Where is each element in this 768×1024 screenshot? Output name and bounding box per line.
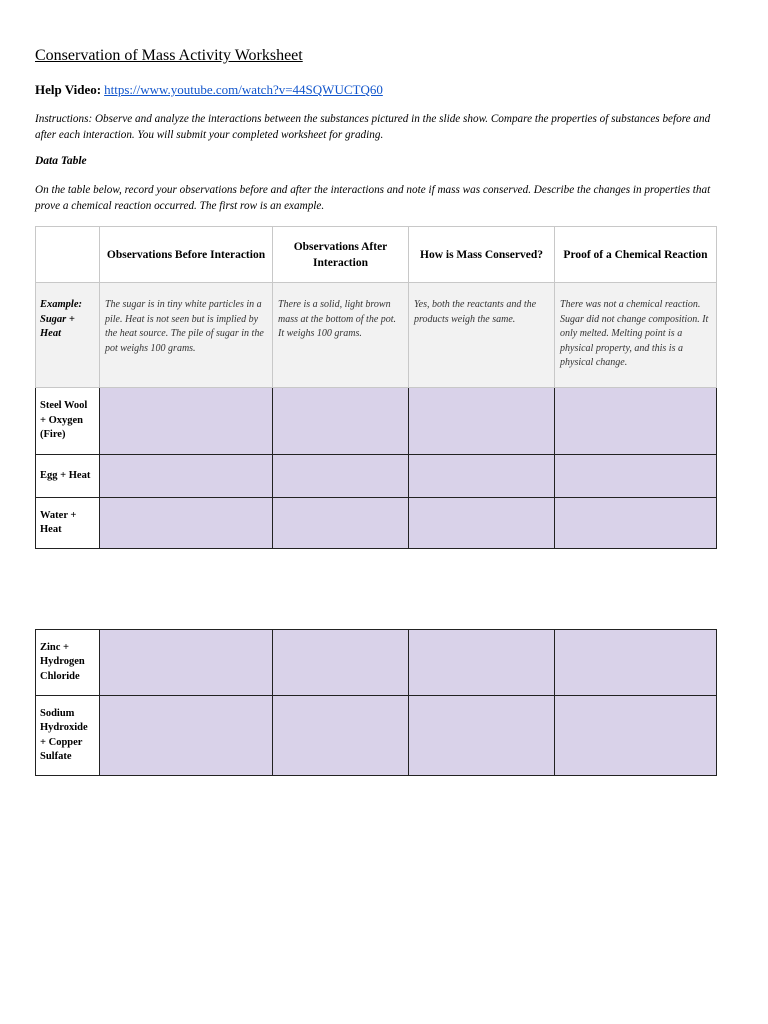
data-table-part-1	[35, 226, 717, 549]
after-input-cell[interactable]	[273, 388, 409, 455]
before-input-cell[interactable]	[100, 455, 273, 498]
table-header-row	[36, 227, 717, 283]
table-row	[36, 455, 717, 498]
row-label: Zinc + Hydrogen Chloride	[36, 630, 100, 696]
help-video-line	[35, 82, 383, 98]
help-video-label: Help Video:	[35, 82, 102, 97]
table-row	[36, 696, 717, 776]
example-after: There is a solid, light brown mass at the bottom of the pot. It weighs 100 grams.	[273, 283, 409, 388]
table-row	[36, 388, 717, 455]
example-label: Example: Sugar + Heat	[36, 283, 100, 388]
after-input-cell[interactable]	[273, 630, 409, 696]
header-empty	[36, 227, 100, 283]
header-proof: Proof of a Chemical Reaction	[555, 227, 717, 283]
mass-input-cell[interactable]	[409, 498, 555, 549]
data-table-part-2	[35, 629, 717, 776]
table-intro-text: On the table below, record your observations before and after the interactions and note if mass was conserved. Describe the changes in properties that prove a chemical reaction occurred. The first row is an example.	[35, 184, 711, 212]
data-table-heading: Data Table	[35, 155, 87, 167]
mass-input-cell[interactable]	[409, 388, 555, 455]
instructions-text: Instructions: Observe and analyze the interactions between the substances pictured in the slide show. Compare the properties of substances before and after each interaction. You will submit your completed worksheet for grading.	[35, 113, 711, 141]
mass-input-cell[interactable]	[409, 696, 555, 776]
table-row	[36, 498, 717, 549]
example-before: The sugar is in tiny white particles in a pile. Heat is not seen but is implied by the heat source. The pile of sugar in the pot weighs 100 grams.	[100, 283, 273, 388]
proof-input-cell[interactable]	[555, 498, 717, 549]
proof-input-cell[interactable]	[555, 388, 717, 455]
before-input-cell[interactable]	[100, 388, 273, 455]
before-input-cell[interactable]	[100, 630, 273, 696]
row-label: Steel Wool + Oxygen (Fire)	[36, 388, 100, 455]
mass-input-cell[interactable]	[409, 630, 555, 696]
after-input-cell[interactable]	[273, 498, 409, 549]
help-video-link[interactable]: https://www.youtube.com/watch?v=44SQWUCTQ60	[104, 82, 383, 97]
header-after: Observations After Interaction	[273, 227, 409, 283]
before-input-cell[interactable]	[100, 696, 273, 776]
worksheet-title: Conservation of Mass Activity Worksheet	[35, 47, 303, 64]
example-proof: There was not a chemical reaction. Sugar did not change composition. It only melted. Melting point is a physical property, and this is a physical change.	[555, 283, 717, 388]
row-label: Sodium Hydroxide + Copper Sulfate	[36, 696, 100, 776]
header-before: Observations Before Interaction	[100, 227, 273, 283]
row-label: Water + Heat	[36, 498, 100, 549]
before-input-cell[interactable]	[100, 498, 273, 549]
header-mass: How is Mass Conserved?	[409, 227, 555, 283]
mass-input-cell[interactable]	[409, 455, 555, 498]
proof-input-cell[interactable]	[555, 696, 717, 776]
example-mass: Yes, both the reactants and the products weigh the same.	[409, 283, 555, 388]
table-row	[36, 630, 717, 696]
after-input-cell[interactable]	[273, 455, 409, 498]
row-label: Egg + Heat	[36, 455, 100, 498]
after-input-cell[interactable]	[273, 696, 409, 776]
proof-input-cell[interactable]	[555, 455, 717, 498]
proof-input-cell[interactable]	[555, 630, 717, 696]
example-row	[36, 283, 717, 388]
